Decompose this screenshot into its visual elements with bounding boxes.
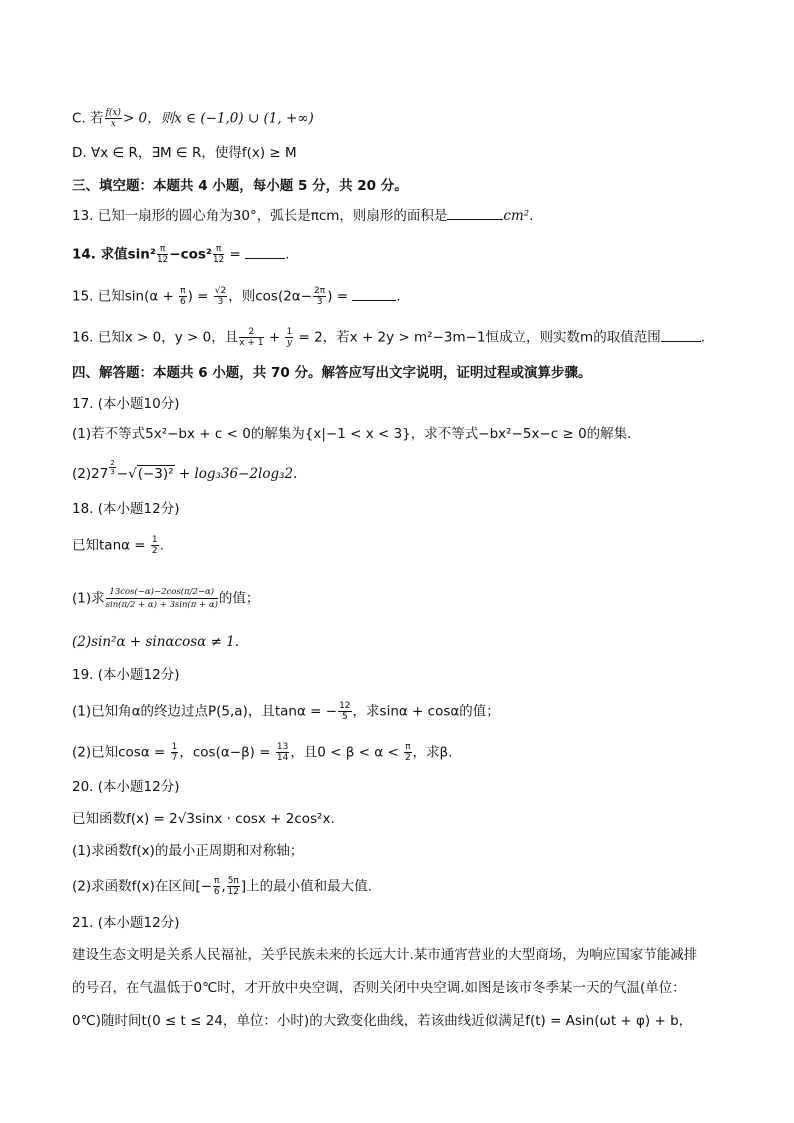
question-text: (1)若不等式5x²−bx + c < 0的解集为{x|−1 < x < 3}，求不等式−bx²−5x−c ≥ 0的解集. bbox=[72, 426, 632, 442]
question-18-given bbox=[72, 535, 164, 556]
question-21-paragraph-line-3 bbox=[72, 1011, 692, 1031]
section-fill-in-heading bbox=[72, 176, 408, 196]
question-text: (2)已知cosα = bbox=[72, 744, 170, 761]
question-19-part-2 bbox=[72, 742, 452, 763]
period: . bbox=[396, 288, 401, 305]
question-text: + log₃36−2log₃2. bbox=[174, 466, 298, 482]
fraction: $\frac{1}{y}$ bbox=[286, 327, 293, 348]
fraction: $\frac{2}{x + 1}$ bbox=[239, 327, 264, 348]
option-d bbox=[72, 143, 297, 163]
sqrt-symbol: √ bbox=[128, 466, 137, 482]
question-19-part-1 bbox=[72, 701, 500, 722]
fraction: $\frac{1}{2}$ bbox=[151, 535, 158, 556]
question-text: 的号召，在气温低于0℃时，才开放中央空调，否则关闭中央空调.如图是该市冬季某一天的气温(单位： bbox=[72, 980, 686, 996]
sqrt-content: (−3)² bbox=[137, 466, 174, 482]
fraction: $\frac{2\pi}{3}$ bbox=[314, 286, 326, 307]
answer-blank bbox=[661, 329, 701, 342]
question-text: (2)27 bbox=[72, 466, 109, 482]
unit: cm² bbox=[503, 208, 530, 224]
answer-blank bbox=[245, 246, 285, 259]
question-20-part-1 bbox=[72, 841, 303, 861]
question-text: ]上的最小值和最大值. bbox=[240, 878, 372, 895]
section-title: 四、解答题：本题共 6 小题，共 70 分。解答应写出文字说明，证明过程或演算步骤。 bbox=[72, 365, 592, 381]
answer-blank bbox=[447, 207, 503, 220]
fraction: $\frac{13\cos(-\alpha)-2\cos(\pi/2-\alpha)}{\sin(\pi/2 + \alpha) + 3\sin(\pi + \alpha)}$ bbox=[105, 587, 218, 610]
question-text: = 2，若x + 2y > m²−3m−1恒成立，则实数m的取值范围 bbox=[294, 329, 661, 346]
question-19-header bbox=[72, 665, 179, 685]
question-14 bbox=[72, 244, 289, 265]
question-text: ，且0 < β < α < bbox=[290, 744, 404, 761]
fraction: $\frac{\pi}{12}$ bbox=[212, 244, 225, 265]
fraction: $\frac{13}{14}$ bbox=[276, 742, 289, 763]
question-text: (2)求函数f(x)在区间[− bbox=[72, 878, 212, 895]
question-text: (1)已知角α的终边过点P(5,a)，且tanα = − bbox=[72, 703, 338, 720]
question-text: 已知函数f(x) = 2√3sinx · cosx + 2cos²x. bbox=[72, 811, 335, 827]
exponent-fraction: 2 3 bbox=[110, 458, 115, 476]
option-c-text: > 0，则x ∈ (−1,0) ∪ (1, +∞) bbox=[122, 110, 314, 127]
question-13 bbox=[72, 206, 533, 226]
question-header: 20. (本小题12分) bbox=[72, 779, 180, 795]
fraction: $\frac{\pi}{6}$ bbox=[213, 876, 220, 897]
question-21-paragraph-line-2 bbox=[72, 978, 686, 998]
equals: = bbox=[225, 246, 246, 263]
fraction: $\frac{f(x)}{x}$ bbox=[105, 108, 121, 129]
question-text: 建设生态文明是关系人民福祉，关乎民族未来的长远大计.某市通宵营业的大型商场，为响应国家节能减排 bbox=[72, 947, 698, 963]
comma: , bbox=[221, 878, 226, 895]
question-18-header bbox=[72, 499, 179, 519]
question-text: (2)sin²α + sinαcosα ≠ 1. bbox=[72, 634, 240, 650]
question-header: 21. (本小题12分) bbox=[72, 915, 180, 931]
question-text: ，求sinα + cosα的值； bbox=[352, 703, 500, 720]
period: . bbox=[159, 537, 164, 554]
question-text: ，则cos(2α− bbox=[228, 288, 313, 305]
question-text: 15. 已知sin(α + bbox=[72, 288, 179, 305]
section-answer-heading bbox=[72, 363, 591, 383]
period: . bbox=[700, 329, 705, 346]
question-16 bbox=[72, 327, 705, 348]
question-text: 14. 求值sin² bbox=[72, 246, 156, 263]
option-d-text: D. ∀x ∈ R，∃M ∈ R，使得f(x) ≥ M bbox=[72, 145, 297, 161]
plus: + bbox=[264, 329, 285, 346]
fraction: $\frac{\pi}{12}$ bbox=[156, 244, 169, 265]
question-18-part-2 bbox=[72, 632, 239, 652]
question-18-part-1 bbox=[72, 586, 259, 611]
question-text: ，求β. bbox=[412, 744, 453, 761]
fraction: $\frac{12}{5}$ bbox=[339, 701, 351, 722]
fraction: $\frac{\pi}{2}$ bbox=[404, 742, 411, 763]
question-21-paragraph-line-1 bbox=[72, 945, 697, 965]
fraction: $\frac{\pi}{6}$ bbox=[180, 286, 186, 307]
question-17-part-2 bbox=[72, 458, 298, 484]
fraction: $\frac{5\pi}{12}$ bbox=[227, 876, 239, 897]
question-20-header bbox=[72, 777, 179, 797]
question-text: 13. 已知一扇形的圆心角为30°，弧长是πcm，则扇形的面积是 bbox=[72, 208, 448, 224]
question-text: 的值； bbox=[218, 590, 260, 607]
question-17-header bbox=[72, 394, 179, 414]
question-header: 18. (本小题12分) bbox=[72, 501, 180, 517]
question-21-header bbox=[72, 913, 179, 933]
question-text: 已知tanα = bbox=[72, 537, 150, 554]
fraction: $\frac{1}{7}$ bbox=[171, 742, 178, 763]
section-title: 三、填空题：本题共 4 小题，每小题 5 分，共 20 分。 bbox=[72, 178, 408, 194]
question-15 bbox=[72, 286, 401, 307]
question-text: −cos² bbox=[169, 246, 212, 263]
equals: ) = bbox=[327, 288, 353, 305]
question-20-part-2 bbox=[72, 876, 372, 897]
question-header: 19. (本小题12分) bbox=[72, 667, 180, 683]
question-17-part-1 bbox=[72, 424, 631, 444]
question-text: 16. 已知x > 0，y > 0，且 bbox=[72, 329, 239, 346]
question-text: 0℃)随时间t(0 ≤ t ≤ 24，单位：小时)的大致变化曲线，若该曲线近似满足f(t) = Asin(ωt + φ) + b， bbox=[72, 1013, 693, 1029]
fraction: $\frac{√2}{3}$ bbox=[214, 286, 227, 307]
option-c-label: C. 若 bbox=[72, 110, 104, 127]
question-header: 17. (本小题10分) bbox=[72, 396, 180, 412]
question-20-given bbox=[72, 809, 335, 829]
question-text: (1)求函数f(x)的最小正周期和对称轴； bbox=[72, 843, 304, 859]
minus: − bbox=[116, 466, 129, 482]
answer-blank bbox=[352, 288, 396, 301]
question-text: ，cos(α−β) = bbox=[179, 744, 275, 761]
period: . bbox=[529, 208, 534, 224]
question-text: ) = bbox=[187, 288, 213, 305]
question-text: (1)求 bbox=[72, 590, 105, 607]
option-c bbox=[72, 108, 314, 129]
period: . bbox=[285, 246, 290, 263]
